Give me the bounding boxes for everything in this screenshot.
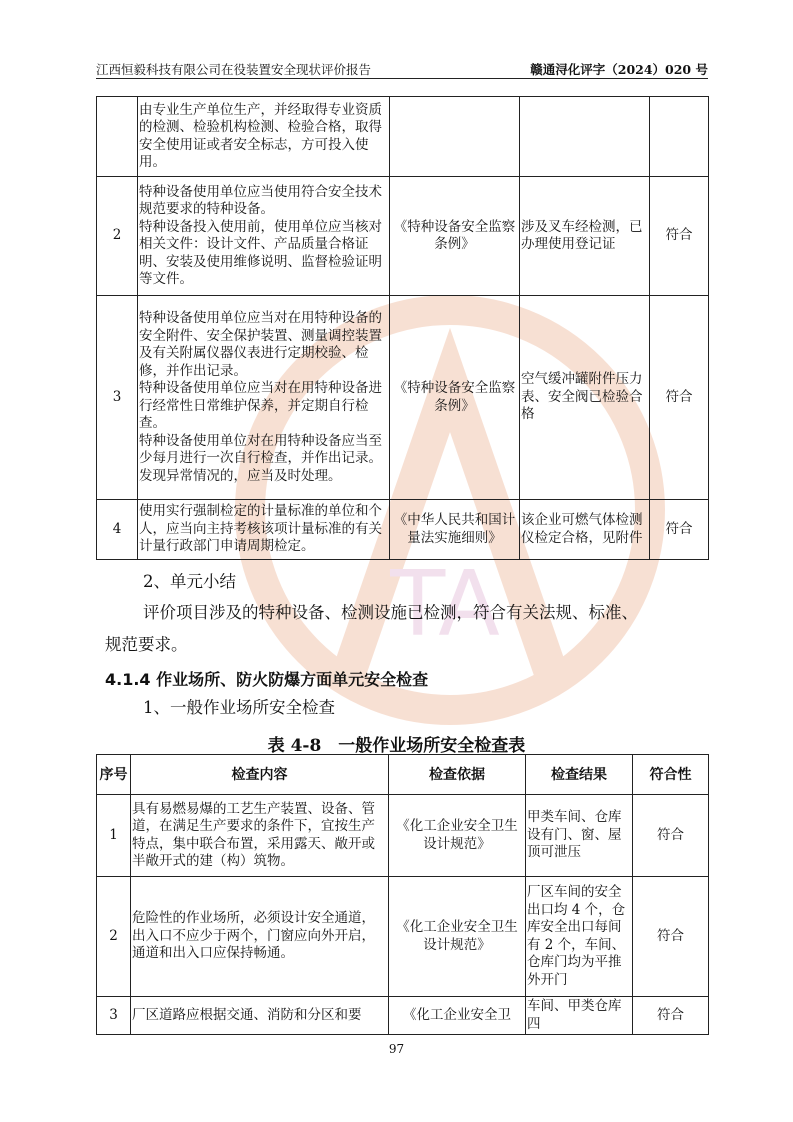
table-row — [97, 97, 709, 177]
header-report-number: 赣通浔化评字（2024）020 号 — [530, 62, 708, 77]
check-basis: 《化工企业安全卫生设计规范》 — [389, 877, 526, 997]
table-row — [97, 997, 709, 1035]
check-content: 厂区道路应根据交通、消防和分区和要 — [131, 997, 389, 1035]
table-row — [97, 877, 709, 997]
row-number — [97, 97, 138, 177]
table-row — [97, 296, 709, 500]
check-content: 使用实行强制检定的计量标准的单位和个人，应当向主持考核该项计量标准的有关计量行政部门申请周期检定。 — [138, 500, 390, 560]
check-content: 特种设备使用单位应当使用符合安全技术规范要求的特种设备。 特种设备投入使用前，使用单位应当核对相关文件：设计文件、产品质量合格证明、安装及使用维修说明、监督检验证明等文件。 — [138, 177, 390, 296]
check-result: 厂区车间的安全出口均 4 个，仓库安全出口每间有 2 个，车间、仓库门均为平推外开门 — [526, 877, 633, 997]
table-row — [97, 500, 709, 560]
summary-text-line2: 规范要求。 — [105, 635, 188, 654]
header-company: 江西恒毅科技有限公司在役装置安全现状评价报告 — [96, 62, 372, 77]
table-row — [97, 795, 709, 877]
header-no: 序号 — [97, 755, 131, 795]
check-content: 具有易燃易爆的工艺生产装置、设备、管道，在满足生产要求的条件下，宜按生产特点，集中联合布置，采用露天、敞开或半敞开式的建（构）筑物。 — [131, 795, 389, 877]
check-result: 涉及叉车经检测，已办理使用登记证 — [520, 177, 650, 296]
check-content: 由专业生产单位生产，并经取得专业资质的检测、检验机构检测、检验合格，取得安全使用证或者安全标志，方可投入使用。 — [138, 97, 390, 177]
section-heading: 4.1.4 作业场所、防火防爆方面单元安全检查 — [105, 670, 429, 689]
header-basis: 检查依据 — [389, 755, 526, 795]
row-number: 4 — [97, 500, 138, 560]
conformity: 符合 — [650, 296, 709, 500]
row-number: 2 — [97, 877, 131, 997]
check-content: 危险性的作业场所，必须设计安全通道，出入口不应少于两个，门窗应向外开启，通道和出入口应保持畅通。 — [131, 877, 389, 997]
row-number: 3 — [97, 296, 138, 500]
watermark-letters: TA — [390, 552, 500, 657]
row-number: 3 — [97, 997, 131, 1035]
special-equipment-table — [96, 96, 709, 560]
page-number: 97 — [388, 1042, 405, 1056]
check-result: 该企业可燃气体检测仪检定合格，见附件 — [520, 500, 650, 560]
row-number: 2 — [97, 177, 138, 296]
table-row — [97, 177, 709, 296]
check-result: 甲类车间、仓库设有门、窗、屋顶可泄压 — [526, 795, 633, 877]
header-result: 检查结果 — [526, 755, 633, 795]
check-content: 特种设备使用单位应当对在用特种设备的安全附件、安全保护装置、测量调控装置及有关附属仪器仪表进行定期校验、检修，并作出记录。 特种设备使用单位应当对在用特种设备进行经常性日常维护保养，并定期自行检查。 特种设备使用单位对在用特种设备应当至少每月进行一次自行检查，并作出记录。发现异常情况的，应当及时处理。 — [138, 296, 390, 500]
summary-text-line1: 评价项目涉及的特种设备、检测设施已检测，符合有关法规、标准、 — [143, 603, 638, 622]
table-header-row — [97, 755, 709, 795]
table-caption: 表 4-8 一般作业场所安全检查表 — [267, 736, 526, 756]
conformity: 符合 — [650, 500, 709, 560]
row-number: 1 — [97, 795, 131, 877]
header-conformity: 符合性 — [633, 755, 709, 795]
conformity: 符合 — [633, 997, 709, 1035]
check-result — [520, 97, 650, 177]
check-basis: 《特种设备安全监察条例》 — [390, 296, 520, 500]
check-result: 空气缓冲罐附件压力表、安全阀已检验合格 — [520, 296, 650, 500]
conformity: 符合 — [633, 795, 709, 877]
conformity: 符合 — [633, 877, 709, 997]
check-basis: 《化工企业安全卫 — [389, 997, 526, 1035]
summary-heading: 2、单元小结 — [143, 572, 236, 591]
check-result: 车间、甲类仓库四 — [526, 997, 633, 1035]
check-basis: 《特种设备安全监察条例》 — [390, 177, 520, 296]
sub-heading: 1、一般作业场所安全检查 — [143, 698, 335, 717]
header-content: 检查内容 — [131, 755, 389, 795]
check-basis — [390, 97, 520, 177]
check-basis: 《化工企业安全卫生设计规范》 — [389, 795, 526, 877]
check-basis: 《中华人民共和国计量法实施细则》 — [390, 500, 520, 560]
workplace-safety-table — [96, 754, 709, 1035]
page-header — [96, 60, 708, 79]
conformity: 符合 — [650, 177, 709, 296]
conformity — [650, 97, 709, 177]
